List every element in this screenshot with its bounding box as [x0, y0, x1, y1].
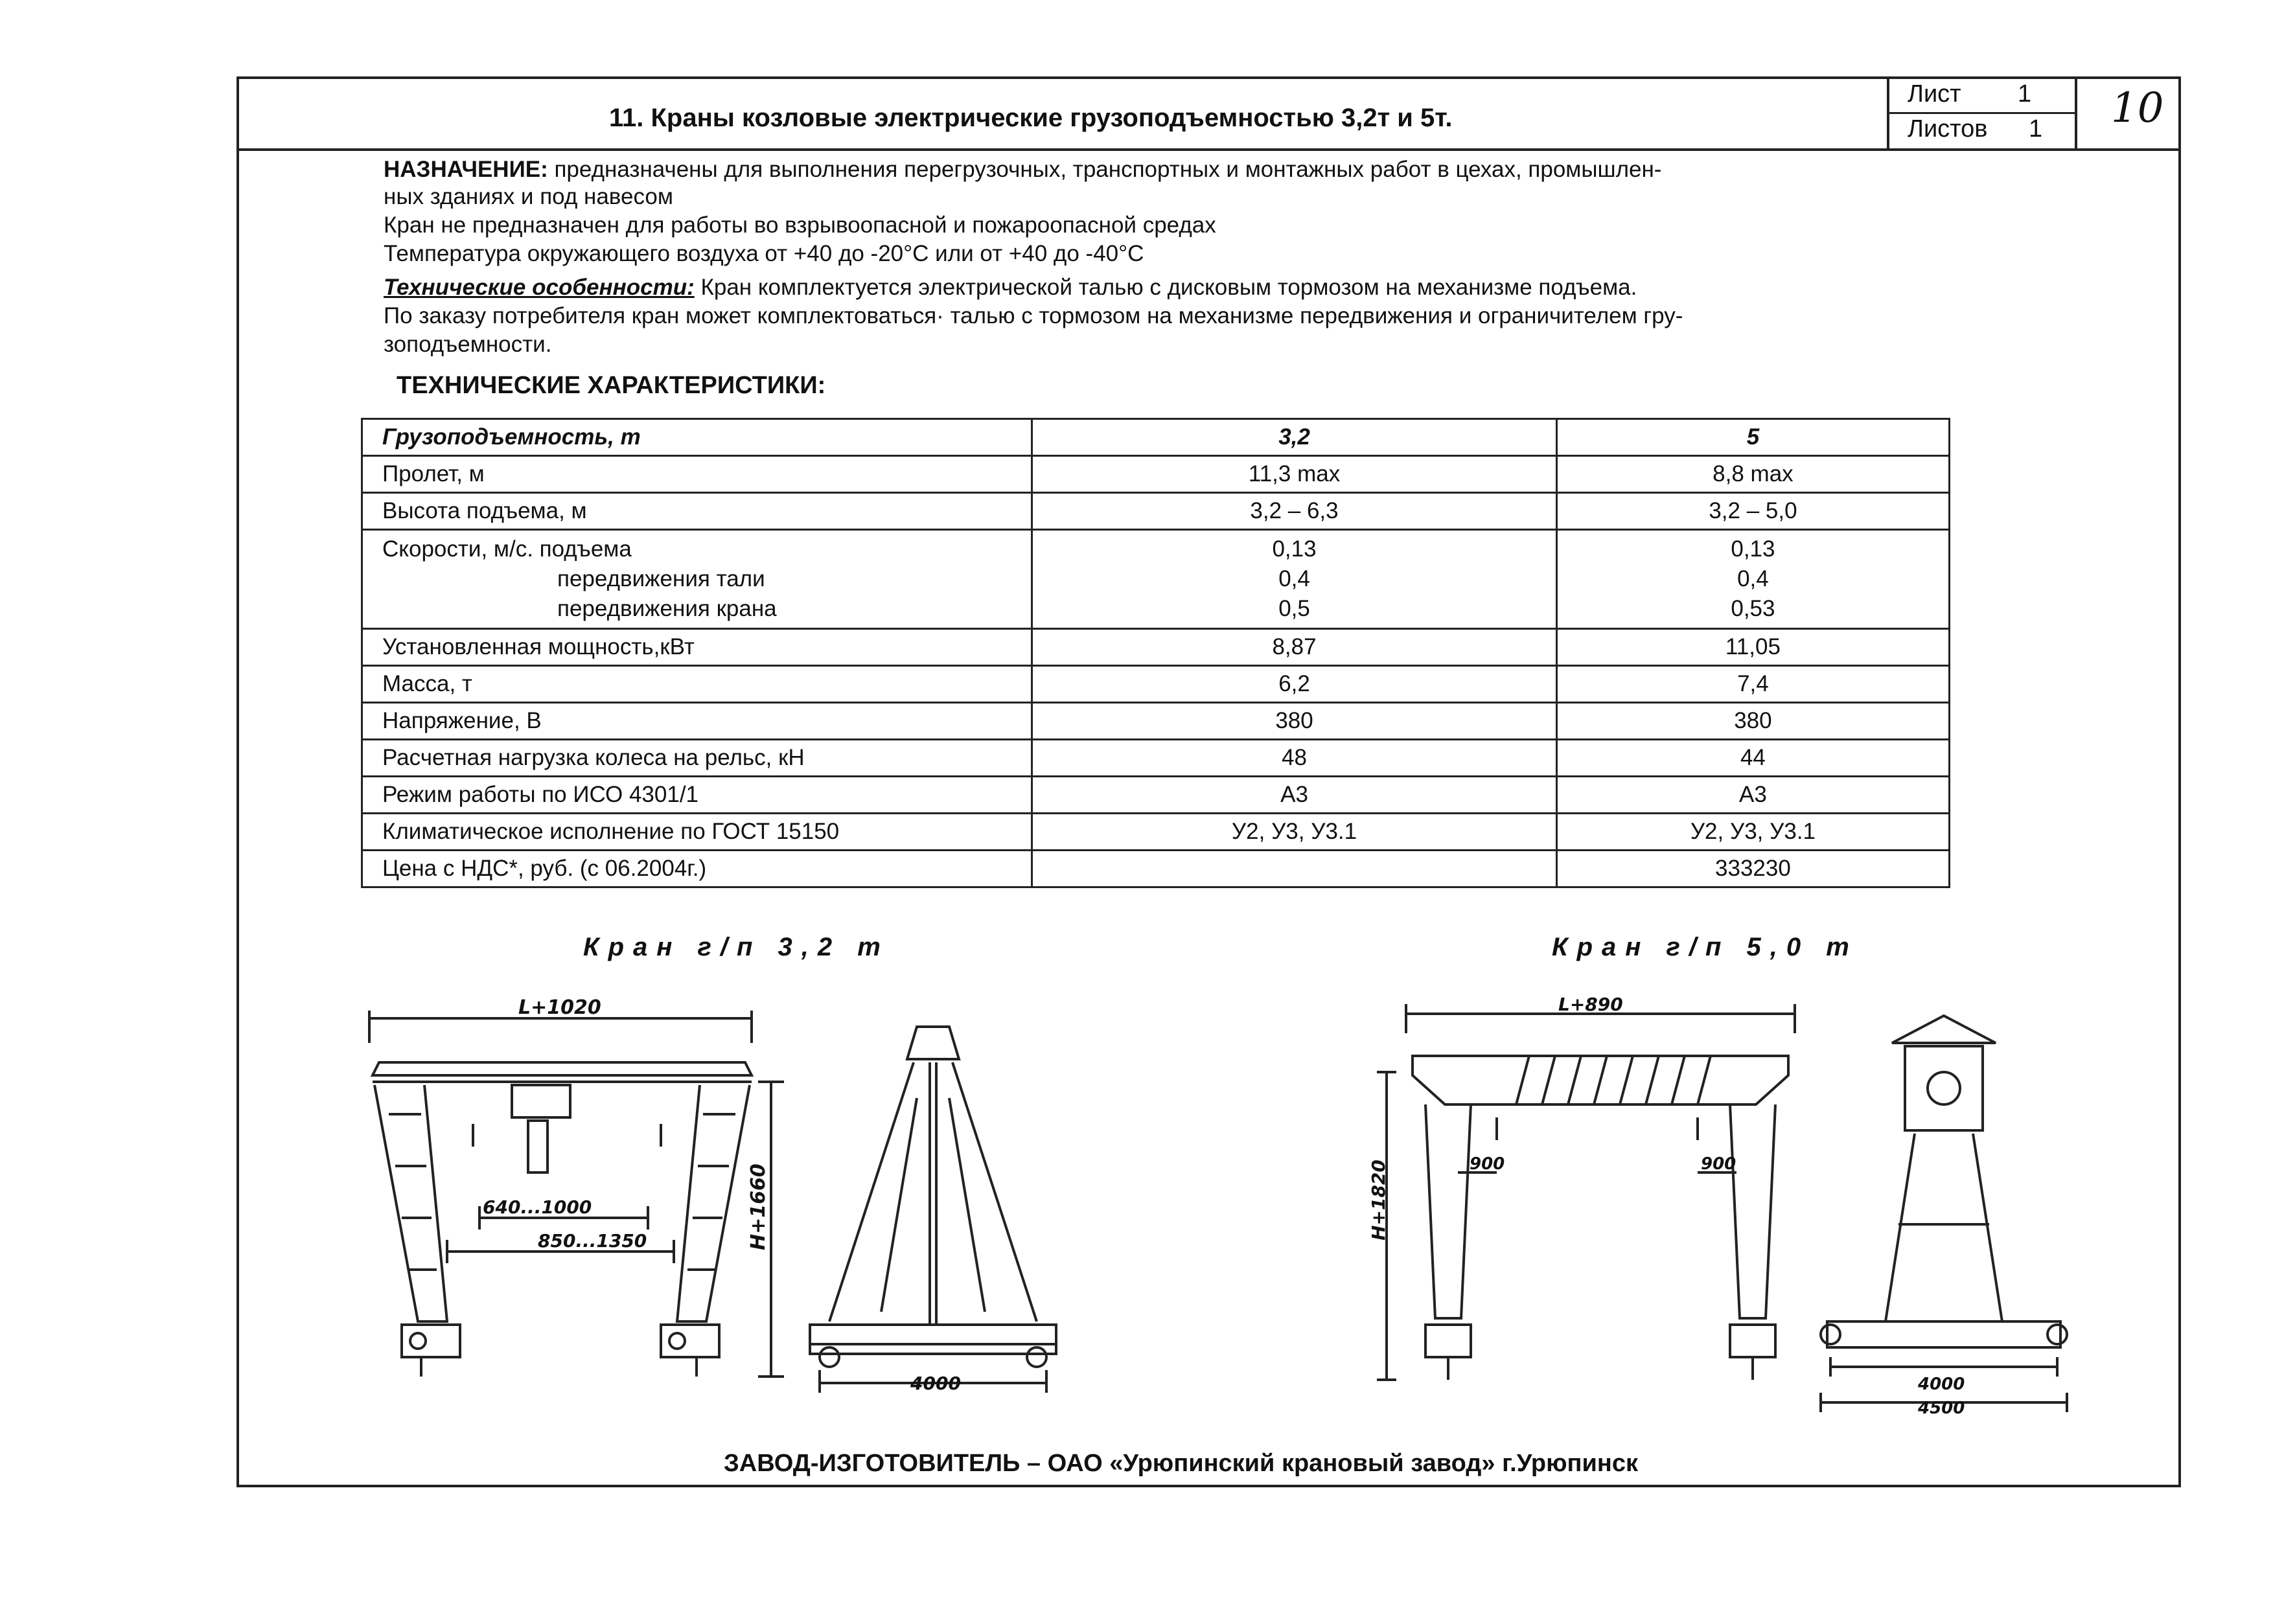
dim-5-span: L+890 — [1558, 994, 1623, 1015]
dim-5-base2: 4500 — [1918, 1399, 1965, 1418]
dim-32-span: L+1020 — [518, 996, 601, 1019]
dim-5-height: H+1820 — [1368, 1160, 1389, 1241]
dim-5-left: 900 — [1470, 1154, 1505, 1174]
dim-5-right: 900 — [1701, 1154, 1736, 1174]
table-row: Установленная мощность,кВт 8,87 11,05 — [362, 629, 1950, 666]
crane-32-side-drawing — [803, 1001, 1063, 1402]
features-label: Технические особенности: — [384, 275, 695, 300]
dim-32-2: 850...1350 — [538, 1230, 647, 1252]
sheet-label: Лист — [1908, 80, 1961, 108]
specs-title: ТЕХНИЧЕСКИЕ ХАРАКТЕРИСТИКИ: — [397, 372, 826, 399]
dim-32-1: 640...1000 — [483, 1196, 592, 1218]
footer-manufacturer: ЗАВОД-ИЗГОТОВИТЕЛЬ – ОАО «Урюпинский крановый завод» г.Урюпинск — [724, 1450, 1638, 1477]
purpose-label: НАЗНАЧЕНИЕ: — [384, 157, 548, 182]
dim-32-height: H+1660 — [747, 1163, 770, 1250]
sheets-label: Листов — [1908, 115, 1988, 143]
table-header-row: Грузоподъемность, т 3,2 5 — [362, 419, 1950, 456]
intro-line-4: Температура окружающего воздуха от +40 до -20°С или от +40 до -40°С — [384, 241, 1144, 266]
table-row: Режим работы по ИСО 4301/1 А3 А3 — [362, 777, 1950, 814]
features-line-1: Технические особенности: Кран комплектуется электрической талью с дисковым тормозом на механизме подъема. — [384, 275, 1637, 300]
purpose-line-2: ных зданиях и под навесом — [384, 184, 673, 209]
header-divider — [236, 148, 2181, 151]
table-row: Климатическое исполнение по ГОСТ 15150 У2, У3, У3.1 У2, У3, У3.1 — [362, 814, 1950, 851]
intro-line-3: Кран не предназначен для работы во взрывоопасной и пожароопасной средах — [384, 212, 1216, 238]
specs-table — [361, 418, 1950, 888]
sheet-value: 1 — [2018, 80, 2032, 108]
features-line-2: По заказу потребителя кран может комплектоваться· талью с тормозом на механизме передвижения и ограничителем гру- — [384, 303, 1683, 328]
table-row: Расчетная нагрузка колеса на рельс, кН 48 44 — [362, 740, 1950, 777]
sheet-info-box — [1887, 76, 2075, 148]
table-row: Пролет, м 11,3 max 8,8 max — [362, 456, 1950, 493]
purpose-line-1: НАЗНАЧЕНИЕ: предназначены для выполнения перегрузочных, транспортных и монтажных работ в цехах, промышлен- — [384, 157, 1662, 182]
features-line-3: зоподъемности. — [384, 332, 552, 357]
table-row-speeds: Скорости, м/с. подъема передвижения тали передвижения крана 0,13 0,4 0,5 0,13 0,4 0,53 — [362, 530, 1950, 629]
table-row: Цена с НДС*, руб. (с 06.2004г.) 333230 — [362, 851, 1950, 887]
table-row: Масса, т 6,2 7,4 — [362, 666, 1950, 703]
page-number-divider — [2075, 76, 2077, 148]
page-number: 10 — [2111, 84, 2164, 132]
dim-32-base: 4000 — [910, 1373, 961, 1394]
sheets-value: 1 — [2029, 115, 2043, 143]
table-row: Высота подъема, м 3,2 – 6,3 3,2 – 5,0 — [362, 493, 1950, 530]
crane-50-front-drawing — [1368, 994, 1814, 1409]
crane-32-front-drawing — [350, 998, 803, 1399]
crane-32-label: Кран г/п 3,2 т — [583, 933, 890, 961]
crane-50-side-drawing — [1814, 1011, 2073, 1419]
crane-50-label: Кран г/п 5,0 т — [1552, 933, 1858, 961]
table-row: Напряжение, В 380 380 — [362, 703, 1950, 740]
dim-5-base1: 4000 — [1918, 1375, 1965, 1394]
document-title: 11. Краны козловые электрические грузоподъемностью 3,2т и 5т. — [609, 104, 1453, 132]
